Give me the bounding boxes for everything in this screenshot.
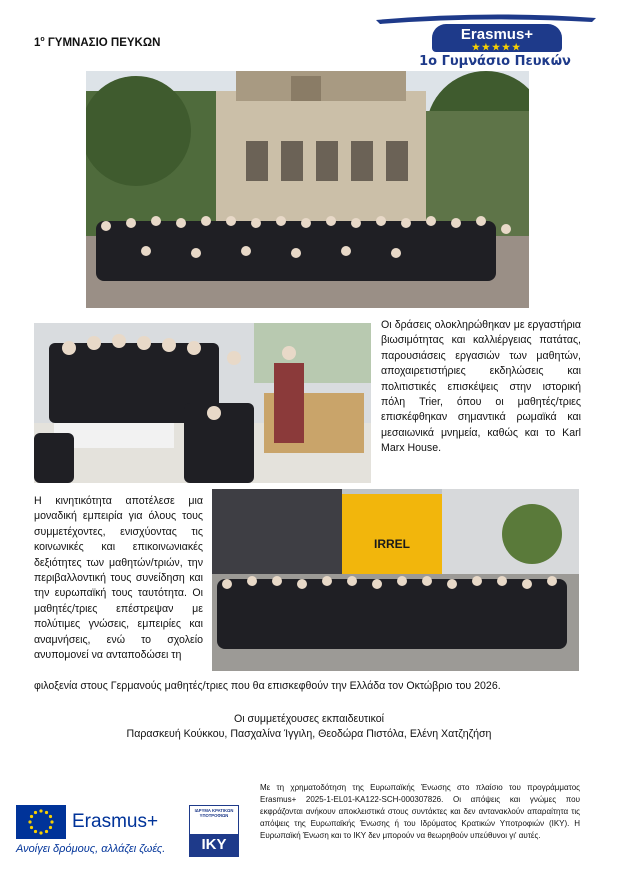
logo-stars-icon: ★★★★★ xyxy=(471,42,523,52)
logo-subtitle: 1ο Γυμνάσιο Πευκών xyxy=(419,54,571,69)
photo-city-hall-image xyxy=(86,71,529,308)
eu-slogan: Ανοίγει δρόμους, αλλάζει ζωές. xyxy=(16,843,166,855)
iky-logo xyxy=(189,805,239,857)
photo-irrel-image xyxy=(212,489,579,671)
photo-classroom-image xyxy=(34,323,371,483)
photo-classroom xyxy=(34,323,371,483)
photo-city-hall-group xyxy=(86,71,529,308)
school-ordinal: 1 xyxy=(34,36,41,49)
logo-word xyxy=(432,24,562,52)
teachers-heading: Οι συμμετέχουσες εκπαιδευτικοί xyxy=(234,713,384,725)
iky-full-name: ΙΔΡΥΜΑ ΚΡΑΤΙΚΩΝ ΥΠΟΤΡΟΦΙΩΝ xyxy=(194,808,234,818)
irrel-sign-text: IRREL xyxy=(374,537,410,551)
school-name xyxy=(34,36,160,49)
photo-irrel-group xyxy=(212,489,579,671)
eu-erasmus-word: Erasmus+ xyxy=(72,811,159,832)
logo-word-text: Erasmus+ xyxy=(460,26,534,43)
eu-flag-icon xyxy=(16,805,66,839)
paragraph-mobility-end: φιλοξενία στους Γερμανούς μαθητές/τριες που θα επισκεφθούν την Ελλάδα τον Οκτώβριο του 2026. xyxy=(34,680,501,692)
paragraph-activities: Οι δράσεις ολοκληρώθηκαν με εργαστήρια βιωσιμότητας και καλλιέργειας πατάτας, παρουσιάσεις εργασιών των μαθητών, αποχαιρετιστήριες εκδηλώσεις και πολιτιστικές επισκέψεις στην ιστορική πόλη Trier, όπου οι μαθητές/τριες επισκέφθηκαν σημαντικά ρωμαϊκά και μεσαιωνικά μνημεία, καθώς και το Karl Marx House. xyxy=(381,319,581,455)
school-ordinal-sup: ο xyxy=(40,36,45,43)
erasmus-school-logo xyxy=(370,14,602,74)
iky-acronym: IKY xyxy=(190,834,238,856)
teachers-block xyxy=(34,712,584,742)
teachers-names: Παρασκευή Κούκκου, Πασχαλίνα Ίγγιλη, Θεοδώρα Πιστόλα, Ελένη Χατζηζήση xyxy=(126,728,492,740)
eu-stars-icon xyxy=(16,805,66,839)
school-name-text: ΓΥΜΝΑΣΙΟ ΠΕΥΚΩΝ xyxy=(47,36,161,49)
paragraph-mobility: Η κινητικότητα αποτέλεσε μια μοναδική εμπειρία για όλους τους συμμετέχοντες, ενισχύοντας τις κοινωνικές και επικοινωνιακές δεξιότητες των μαθητών/τριών, την περιβαλλοντική τους συνείδηση και την ευρωπαϊκή τους ταυτότητα. Οι μαθητές/τριες επέστρεψαν με πολύτιμες γνώσεις, εμπειρίες και αναμνήσεις, ενώ το σχολείο ανυπομονεί να ανταποδώσει τη xyxy=(34,495,203,662)
eu-erasmus-logo xyxy=(16,805,186,855)
funding-disclaimer: Με τη χρηματοδότηση της Ευρωπαϊκής Ένωσης στο πλαίσιο του προγράμματος Erasmus+ 2025-1-EL01-KA122-SCH-000307826. Οι απόψεις και γνώμες που εκφράζονται ανήκουν αποκλειστικά στους συντάκτες και δεν αντανακλούν απαραίτητα τις απόψεις της Ευρωπαϊκής Ένωσης ή του Ιδρύματος Κρατικών Υποτροφιών (ΙΚΥ). Η Ευρωπαϊκή Ένωση και το ΙΚΥ δεν μπορούν να θεωρηθούν υπεύθυνοι γι' αυτές. xyxy=(260,783,580,840)
